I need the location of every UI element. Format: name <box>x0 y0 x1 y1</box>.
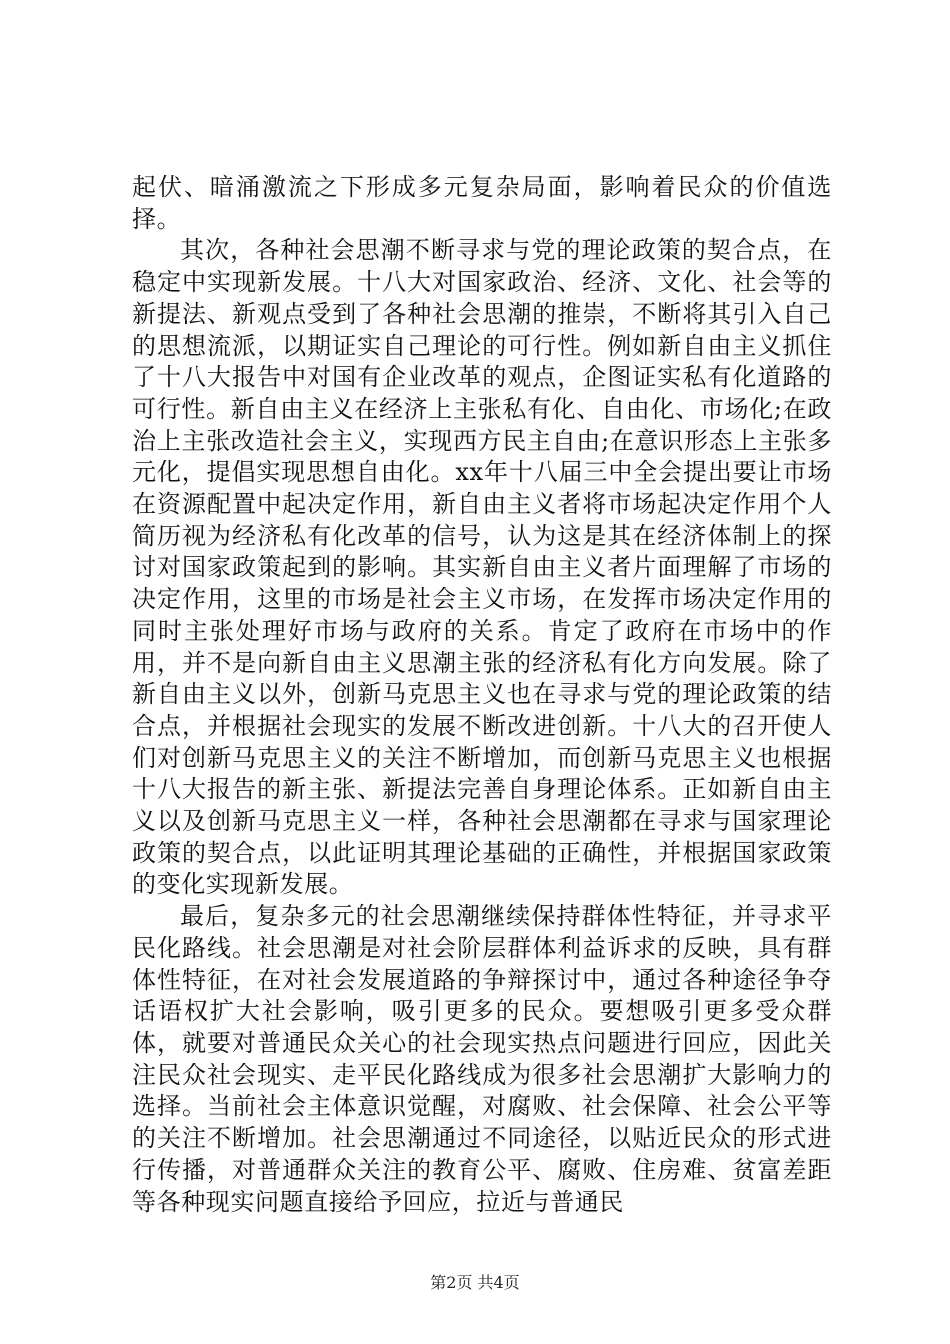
paragraph-continuation: 起伏、暗涌激流之下形成多元复杂局面，影响着民众的价值选择。 <box>132 173 832 233</box>
document-body <box>132 172 832 1218</box>
page-footer: 第2页 共4页 <box>430 1273 520 1292</box>
paragraph-secondly: 其次，各种社会思潮不断寻求与党的理论政策的契合点，在稳定中实现新发展。十八大对国家政治、经济、文化、社会等的新提法、新观点受到了各种社会思潮的推崇，不断将其引入自己的思想流派，以期证实自己理论的可行性。例如新自由主义抓住了十八大报告中对国有企业改革的观点，企图证实私有化道路的可行性。新自由主义在经济上主张私有化、自由化、市场化;在政治上主张改造社会主义，实现西方民主自由;在意识形态上主张多元化，提倡实现思想自由化。xx年十八届三中全会提出要让市场在资源配置中起决定作用，新自由主义者将市场起决定作用个人简历视为经济私有化改革的信号，认为这是其在经济体制上的探讨对国家政策起到的影响。其实新自由主义者片面理解了市场的决定作用，这里的市场是社会主义市场，在发挥市场决定作用的同时主张处理好市场与政府的关系。肯定了政府在市场中的作用，并不是向新自由主义思潮主张的经济私有化方向发展。除了新自由主义以外，创新马克思主义也在寻求与党的理论政策的结合点，并根据社会现实的发展不断改进创新。十八大的召开使人们对创新马克思主义的关注不断增加，而创新马克思主义也根据十八大报告的新主张、新提法完善自身理论体系。正如新自由主义以及创新马克思主义一样，各种社会思潮都在寻求与国家理论政策的契合点，以此证明其理论基础的正确性，并根据国家政策的变化实现新发展。 <box>132 236 832 899</box>
paragraph-finally: 最后，复杂多元的社会思潮继续保持群体性特征，并寻求平民化路线。社会思潮是对社会阶层群体利益诉求的反映，具有群体性特征，在对社会发展道路的争辩探讨中，通过各种途径争夺话语权扩大社会影响，吸引更多的民众。要想吸引更多受众群体，就要对普通民众关心的社会现实热点问题进行回应，因此关注民众社会现实、走平民化路线成为很多社会思潮扩大影响力的选择。当前社会主体意识觉醒，对腐败、社会保障、社会公平等的关注不断增加。社会思潮通过不同途径，以贴近民众的形式进行传播，对普通群众关注的教育公平、腐败、住房难、贫富差距等各种现实问题直接给予回应，拉近与普通民 <box>132 902 832 1216</box>
